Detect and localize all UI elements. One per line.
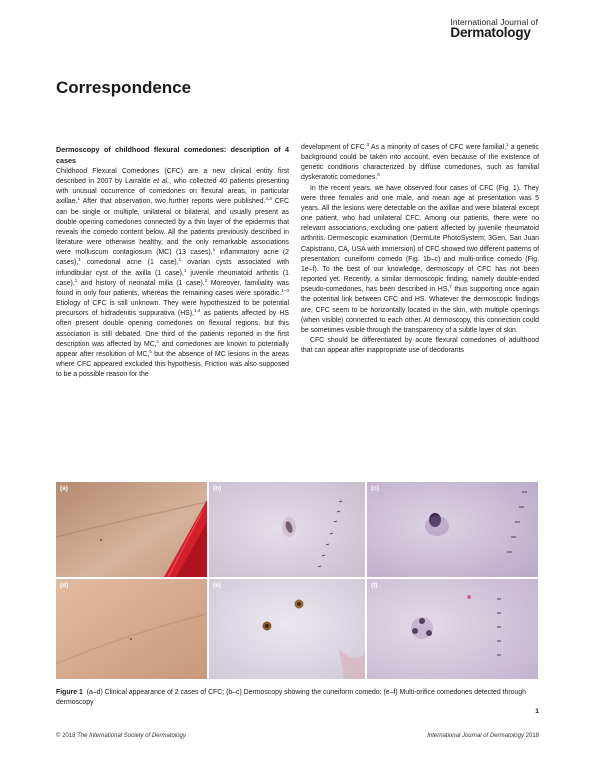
figure-panel-a [56,482,207,577]
panel-label: (a) [60,485,68,492]
dermoscopy-photo-b [209,482,365,577]
clinical-photo-a [56,482,207,577]
panel-label: (d) [60,582,69,589]
figure-panel-e [209,579,365,679]
panel-label: (c) [371,485,379,492]
clinical-photo-d [56,579,207,679]
reference: 1 [506,142,509,147]
panel-label: (f) [371,582,378,589]
figure-panel-c [367,482,538,577]
left-column [56,145,289,380]
reference: 6 [377,172,380,178]
article-title: Dermoscopy of childhood flexural comedones: description of 4 cases [56,145,289,165]
figure-caption [56,688,526,708]
figure-caption-label: Figure 1 [56,689,83,696]
reference: 1–3 [281,287,289,293]
page-footer [56,733,539,739]
dermoscopy-photo-e [209,579,365,679]
right-column [301,143,539,356]
reference: 1,4 [194,308,201,314]
reference: 1 [78,257,81,263]
journal-name-line2: Dermatology [450,25,531,41]
reference: 7 [449,284,452,290]
figure-1 [56,482,538,679]
paragraph-differential: CFC should be differentiated by acute flexural comedones of adulthood that can appear after inappropriate use of deodorants [301,336,539,355]
figure-caption-text: (a–d) Clinical appearance of 2 cases of CFC; (b–c) Dermoscopy showing the cuneiform comedo; (e–f) Multi-orifice comedones detected through dermoscopy [56,689,526,706]
footer-copyright: © 2018 The International Society of Dermatology [56,733,186,739]
page-number: 1 [535,708,539,715]
reference: 3 [366,142,370,147]
reference: 1 [212,247,216,253]
reference: 1 [156,338,160,344]
journal-name-line1: International Journal of [450,17,538,27]
journal-logo [450,18,538,40]
footer-journal: International Journal of Dermatology 2018 [427,733,539,739]
reference: 1 [178,257,182,263]
panel-label: (b) [213,485,222,492]
dermoscopy-photo-c [367,482,538,577]
section-title: Correspondence [56,78,192,97]
paragraph-intro: Childhood Flexural Comedones (CFC) are a new clinical entity first described in 2007 by Larralde et al., who collected 40 patients presenting with unusual occurrence of comedones on flexural areas, in particular axillae.$^1$ After that observation, two further reports were published.$^{2,3}$ CFC can be single or multiple, unilateral or bilateral, and usually present as double opening comedones connected by a thin layer of the epidermis that reveals the comedo content below. All the patients previously described in literature were otherwise healthy, and the only remarkable associations were molluscum contagiosum (MC) (13 cases),$^1$ inflammatory acne (2 cases),$^1$ comedonal acne (1 case),$^1$ ovarian cysts associated with infundibular cyst of the axilla (1 case),$^1$ juvenile rheumatoid arthritis (1 case),$^1$ and history of neonatal milia (1 case).$^2$ Moreover, familiality was found in only four patients, whereas the remaining cases were sporadic.$^{1-3}$ Etiology of CFC is still unknown. They were hypothesized to be potential precursors of hidradenitis suppurativa (HS),$^{1,4}$ as patients affected by HS often present double opening comedones on flexural regions, but this association is still debated. One third of the patients reported in the first description was affected by MC,$^1$ and comedones are known to potentially appear after resolution of MC,$^5$ but the absence of MC lesions in the areas where CFC appeared excluded this hypothesis. Friction was also supposed to be a possible reason for the [56,168,290,379]
reference: 5 [149,348,152,354]
paragraph-continued: development of CFC.$^3$ As a minority of cases of CFC were familial,$^1$ a genetic background could be taken into account, even because of the existence of genetic conditions characterized by diffuse comedones, such as familial dyskeratotic comedones.$^6$ [301,142,539,182]
paragraph-cases: In the recent years, we have observed four cases of CFC (Fig. 1). They were three females and one male, and mean age at presentation was 5 years. All the lesions were detectable on the axillae and were bilateral except one patient, who had unilateral CFC. Among our patients, there were no relevant associations, excluding one patient affected by juvenile rheumatoid arthritis. Dermoscopic examination (DermLite PhotoSystem; 3Gen, San Juan Capistrano, CA, USA with immersion) of CFC showed two different patterns of presentation: cuneiform comedo (Fig. 1b–c) and multi-orifice comedo (Fig. 1e–f). To the best of our knowledge, dermoscopy of CFC has not been reported yet. Recently, a similar dermoscopic finding, namely double-ended pseudo-comedones, has been described in HS,$^7$ thus supporting once again the potential link between CFC and HS. Whatever the dermoscopic findings are, CFC seem to be horizontally located in the skin, with multiple openings (when visible) connected to each other. At dermoscopy, this connection could be sometimes visible through the transparency of a subtle layer of skin. [301,184,539,334]
figure-panel-d [56,579,207,679]
reference: 1 [77,196,81,202]
figure-panel-b [209,482,365,577]
panel-label: (e) [213,582,221,589]
reference: 2,3 [265,196,272,202]
reference: 1 [74,277,78,283]
figure-panel-f [367,579,538,679]
dermoscopy-photo-f [367,579,538,679]
reference: 2 [204,277,208,283]
reference: 1 [183,267,187,273]
